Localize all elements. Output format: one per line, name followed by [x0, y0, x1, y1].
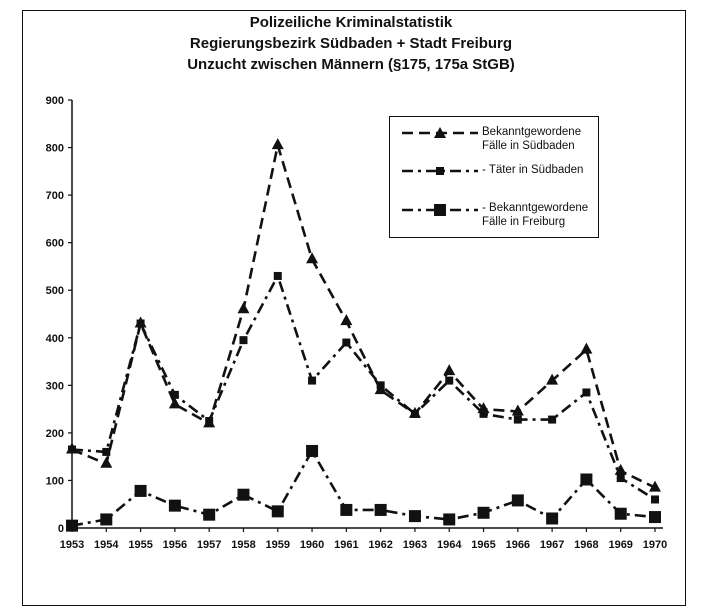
x-tick-label: 1953 [59, 539, 85, 551]
y-tick-label: 500 [45, 285, 64, 298]
x-tick-label: 1960 [299, 539, 325, 551]
data-point-small-square [514, 416, 522, 424]
data-point-small-square [137, 320, 145, 328]
data-point-small-square [205, 417, 213, 425]
x-tick-label: 1966 [505, 539, 531, 551]
data-point-large-square [306, 445, 318, 457]
x-tick-label: 1954 [94, 539, 119, 551]
data-point-small-square [617, 474, 625, 482]
x-tick-label: 1962 [368, 539, 393, 551]
data-point-large-square [512, 494, 524, 506]
y-tick-label: 200 [45, 427, 64, 440]
data-point-triangle [100, 457, 112, 468]
series-2 [68, 272, 659, 504]
data-point-large-square [135, 485, 147, 497]
legend-item-taeter-suedbaden [390, 163, 598, 203]
x-tick-label: 1967 [539, 539, 565, 551]
data-point-large-square [203, 509, 215, 521]
data-point-small-square [582, 388, 590, 396]
data-point-small-square [274, 272, 282, 280]
x-tick-label: 1956 [162, 539, 188, 551]
data-point-small-square [548, 416, 556, 424]
chart-subtitle-line-1: Regierungsbezirk Südbaden + Stadt Freiburg [189, 35, 513, 52]
y-tick-label: 800 [45, 142, 64, 155]
x-tick-label: 1965 [471, 539, 496, 551]
data-point-triangle [272, 138, 284, 149]
data-point-small-square [342, 339, 350, 347]
y-tick-label: 400 [45, 332, 64, 345]
x-tick-label: 1959 [265, 539, 291, 551]
chart-title: Polizeiliche Kriminalstatistik [249, 14, 453, 31]
y-tick-label: 600 [45, 237, 64, 250]
data-point-large-square [169, 500, 181, 512]
data-point-small-square [68, 446, 76, 454]
x-tick-label: 1961 [334, 539, 359, 551]
data-point-triangle [169, 397, 181, 408]
legend-item-freiburg-cases [390, 201, 598, 241]
data-point-small-square [411, 410, 419, 418]
x-tick-label: 1970 [642, 539, 668, 551]
data-point-small-square [480, 410, 488, 418]
legend-swatch-triangle [400, 125, 480, 141]
data-point-large-square [546, 512, 558, 524]
data-point-triangle [306, 252, 318, 263]
legend-item-suedbaden-cases [390, 125, 598, 165]
y-tick-label: 0 [57, 523, 64, 535]
data-point-large-square [237, 489, 249, 501]
chart-subtitle-line-2: Unzucht zwischen Männern (§175, 175a StGB) [187, 56, 515, 73]
y-tick-label: 100 [45, 475, 64, 488]
legend-label-freiburg-cases: - Bekanntgewordene Fälle in Freiburg [482, 202, 589, 228]
data-point-large-square [272, 505, 284, 517]
data-point-large-square [340, 504, 352, 516]
x-tick-label: 1968 [574, 539, 599, 551]
series-3 [66, 445, 661, 532]
data-point-small-square [651, 495, 659, 503]
x-tick-label: 1969 [608, 539, 633, 551]
x-tick-label: 1958 [231, 539, 256, 551]
data-point-triangle [340, 314, 352, 325]
data-point-small-square [171, 391, 179, 399]
data-point-small-square [102, 448, 110, 456]
data-point-triangle [443, 364, 455, 375]
data-point-small-square [308, 377, 316, 385]
chart-legend [389, 116, 599, 238]
data-point-triangle [580, 343, 592, 354]
data-point-large-square [375, 504, 387, 516]
y-tick-label: 900 [45, 95, 64, 107]
data-point-large-square [478, 507, 490, 519]
legend-swatch-small-square [400, 163, 480, 179]
x-tick-label: 1955 [128, 539, 153, 551]
legend-label-taeter-suedbaden: - Täter in Südbaden [482, 164, 584, 176]
data-point-small-square [239, 336, 247, 344]
data-point-large-square [580, 473, 592, 485]
y-tick-label: 700 [45, 190, 64, 203]
data-point-large-square [66, 520, 78, 532]
data-point-small-square [445, 377, 453, 385]
x-tick-label: 1964 [436, 539, 462, 551]
legend-swatch-large-square [400, 201, 480, 219]
data-point-large-square [100, 513, 112, 525]
data-point-large-square [409, 510, 421, 522]
x-tick-label: 1957 [196, 539, 222, 551]
data-point-large-square [443, 513, 455, 525]
legend-label-suedbaden-cases: Bekanntgewordene Fälle in Südbaden [482, 126, 582, 152]
data-point-small-square [377, 381, 385, 389]
data-point-triangle [237, 302, 249, 313]
x-tick-label: 1963 [402, 539, 428, 551]
series-line-3 [72, 451, 655, 526]
data-point-large-square [649, 511, 661, 523]
data-point-large-square [615, 508, 627, 520]
series-line-2 [72, 276, 655, 500]
y-tick-label: 300 [45, 380, 64, 393]
